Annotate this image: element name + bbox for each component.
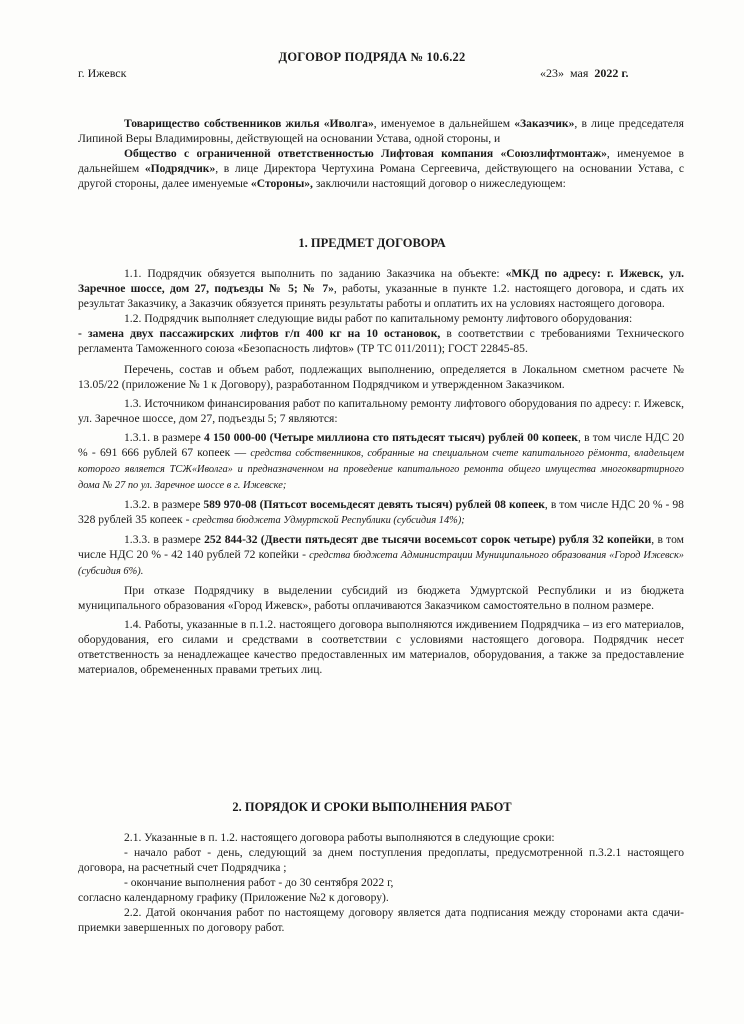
clause-1-3-1-a: 1.3.1. в размере <box>124 431 204 444</box>
clause-1-3-3-vat: , в том числе НДС 20 % - 42 140 рублей 72 копейки - <box>78 533 684 561</box>
clause-1-2-works-rest: в соответствии с требованиями Технического регламента Таможенного союза «Безопасность лифтов» (ТР ТС 011/2011); ГОСТ 22845-85. <box>78 327 684 355</box>
clause-1-1-text: 1.1. Подрядчик обязуется выполнить по заданию Заказчика на объекте: <box>124 267 506 280</box>
section1-heading: 1. ПРЕДМЕТ ДОГОВОРА <box>298 236 446 250</box>
clause-1-2-works <box>78 326 684 356</box>
contractor-name: Общество с ограниченной ответственностью Лифтовая компания «Союзлифтмонтаж» <box>124 147 607 160</box>
customer-alias: «Заказчик» <box>514 117 575 130</box>
section1-body <box>78 266 684 677</box>
clause-2-1-end: - окончание выполнения работ - до 30 сентября 2022 г, <box>124 876 394 889</box>
clause-1-3-3 <box>78 532 684 579</box>
clause-1-3-2 <box>78 497 684 528</box>
preamble-text-5: заключили настоящий договор о нижеследующем: <box>312 177 566 190</box>
clause-1-3-1-vat: , в том числе НДС 20 % - 691 666 рублей 67 копеек — <box>78 431 684 459</box>
clause-1-3-1 <box>78 430 684 493</box>
section2-body <box>78 830 684 935</box>
clause-1-3-1-source: средства собственников, собранные на специальном счете капитального рёмонта, владельцем которого является ТСЖ«Иволга» и предназначенном на проведение капитального ремонта общего имущества многоквартирного дома № 27 по ул. Заречное шоссе в г. Ижевске; <box>78 448 684 491</box>
preamble <box>78 116 684 191</box>
clause-1-2: 1.2. Подрядчик выполняет следующие виды работ по капитальному ремонту лифтового оборудования: <box>124 312 633 325</box>
date-month: мая <box>570 66 589 80</box>
clause-1-3-3-source: средства бюджета Администрации Муниципального образования «Город Ижевск» (субсидия 6%). <box>78 550 684 577</box>
parties-alias: «Стороны», <box>250 177 313 190</box>
clause-2-1: 2.1. Указанные в п. 1.2. настоящего договора работы выполняются в следующие сроки: <box>124 831 555 844</box>
preamble-contractor <box>78 146 684 191</box>
clause-1-1 <box>78 266 684 311</box>
preamble-customer <box>78 116 684 146</box>
clause-1-1-object: «МКД по адресу: г. Ижевск, ул. Заречное шоссе, дом 27, подъезды № 5; № 7» <box>78 267 684 295</box>
contract-city: г. Ижевск <box>78 66 127 80</box>
clause-subsidy-refusal: При отказе Подрядчику в выделении субсидий из бюджета Удмуртской Республики и из бюджета муниципального образования «Город Ижевск», работы оплачиваются Заказчиком самостоятельно в полном размере. <box>78 584 684 612</box>
clause-2-1-schedule: согласно календарному графику (Приложение №2 к договору). <box>78 891 389 904</box>
clause-2-1-start: - начало работ - день, следующий за днем поступления предоплаты, предусмотренной п.3.2.1 настоящего договора, на расчетный счет Подрядчика ; <box>78 846 684 874</box>
clause-1-3-2-amount: 589 970-08 (Пятьсот восемьдесят девять тысяч) рублей 08 копеек <box>203 498 545 511</box>
contract-title: ДОГОВОР ПОДРЯДА № 10.6.22 <box>278 50 466 64</box>
clause-1-3-2-source: средства бюджета Удмуртской Республики (субсидия 14%); <box>192 515 465 526</box>
clause-1-2-works-bold: - замена двух пассажирских лифтов г/п 400 кг на 10 остановок, <box>78 327 441 340</box>
date-day: «23» <box>540 66 564 80</box>
clause-1-3-2-a: 1.3.2. в размере <box>124 498 204 511</box>
clause-1-3-2-vat: , в том числе НДС 20 % - 98 328 рублей 35 копеек - <box>78 498 684 526</box>
clause-1-3-3-amount: 252 844-32 (Двести пятьдесят две тысячи восемьсот сорок четыре) рубля 32 копейки <box>204 533 652 546</box>
date-year: 2022 г. <box>594 66 629 80</box>
clause-1-3: 1.3. Источником финансирования работ по капитальному ремонту лифтового оборудования по адресу: г. Ижевск, ул. Заречное шоссе, дом 27, подъезды 5; 7 являются: <box>78 397 684 425</box>
clause-1-3-1-amount: 4 150 000-00 (Четыре миллиона сто пятьдесят тысяч) рублей 00 копеек <box>203 431 578 444</box>
customer-name: Товарищество собственников жилья «Иволга» <box>124 117 374 130</box>
contractor-alias: «Подрядчик» <box>144 162 216 175</box>
contract-date <box>540 66 628 81</box>
preamble-text-2: , в лице председателя Липиной Веры Владимировны, действующей на основании Устава, одной стороны, и <box>78 117 684 145</box>
clause-2-2: 2.2. Датой окончания работ по настоящему договору является дата подписания между сторонами акта сдачи-приемки завершенных по договору работ. <box>78 906 684 934</box>
clause-1-3-3-a: 1.3.3. в размере <box>124 533 205 546</box>
clause-1-4: 1.4. Работы, указанные в п.1.2. настоящего договора выполняются иждивением Подрядчика – из его материалов, оборудования, его силами и средствами в соответствии с условиями настоящего договора. Подрядчик несет ответственность за ненадлежащее качество предоставленных им материалов, оборудования, а также за предоставление материалов, обремененных правами третьих лиц. <box>78 618 684 676</box>
clause-works-list: Перечень, состав и объем работ, подлежащих выполнению, определяется в Локальном сметном расчете № 13.05/22 (приложение № 1 к Договору), разработанном Подрядчиком и утвержденном Заказчиком. <box>78 363 684 391</box>
preamble-text-1: , именуемое в дальнейшем <box>373 117 515 130</box>
preamble-text-4: , в лице Директора Чертухина Романа Сергеевича, действующего на основании Устава, с другой стороны, далее именуемые <box>78 162 684 190</box>
section2-heading: 2. ПОРЯДОК И СРОКИ ВЫПОЛНЕНИЯ РАБОТ <box>232 800 512 814</box>
clause-1-1-rest: , работы, указанные в пункте 1.2. настоящего договора, и сдать их результат Заказчику, а Заказчик обязуется принять результаты работы и оплатить их на условиях настоящего договора. <box>78 282 684 310</box>
preamble-text-3: , именуемое в дальнейшем <box>78 147 684 175</box>
